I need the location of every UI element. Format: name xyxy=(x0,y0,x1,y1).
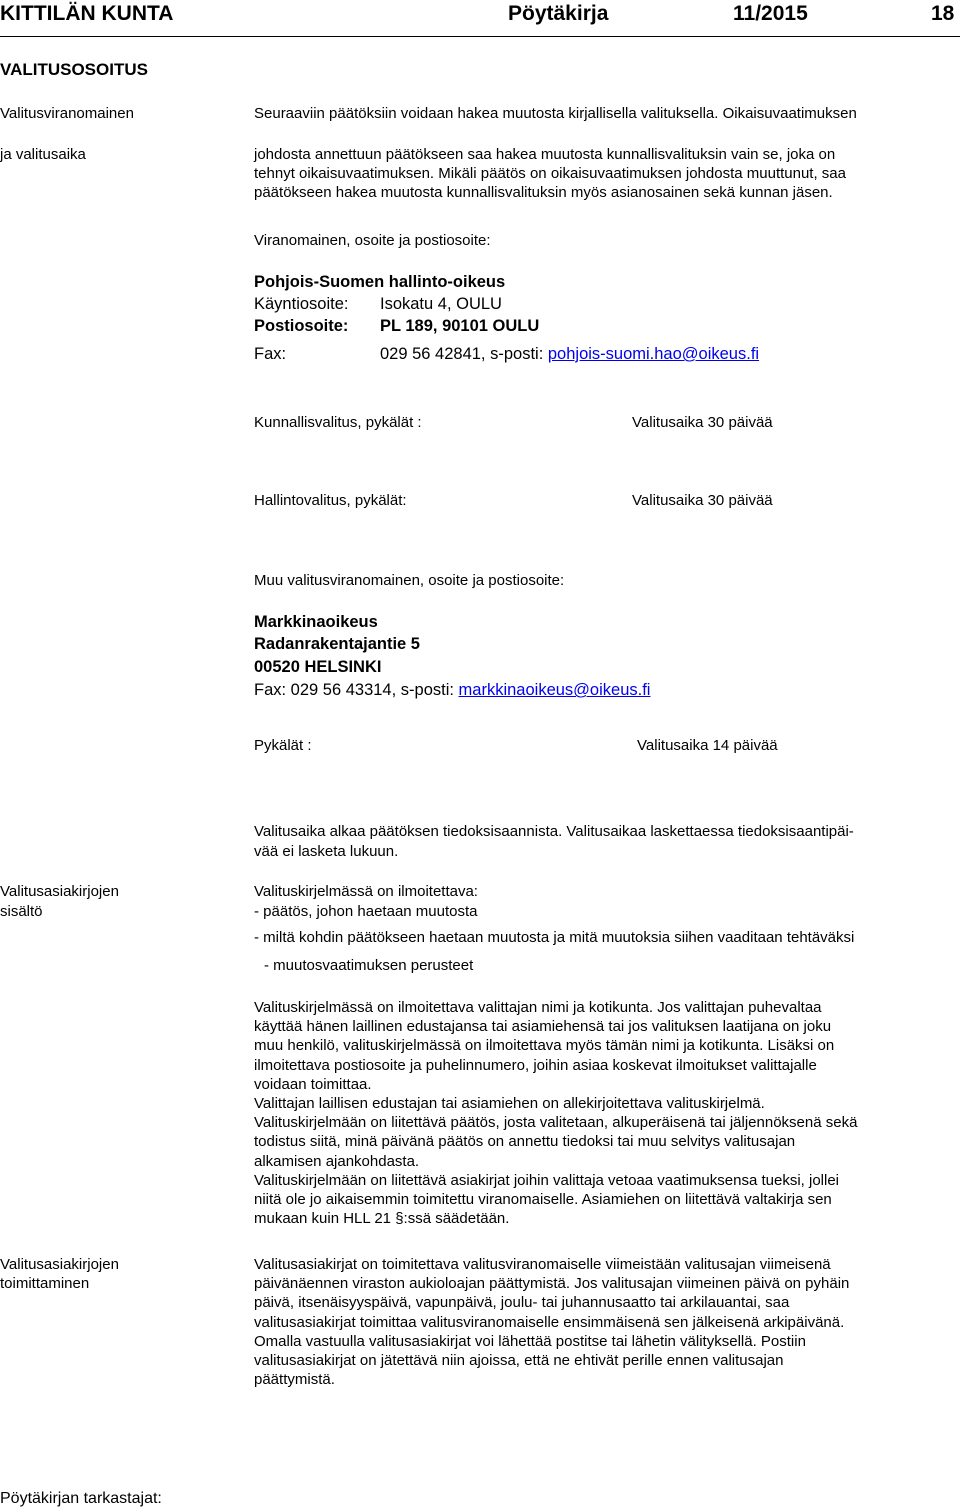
label-authority: Valitusviranomainen xyxy=(0,105,134,122)
label-docs-content: Valitusasiakirjojen xyxy=(0,883,119,900)
paragraph-line: päivä, itsenäisyyspäivä, vapunpäivä, joulu- tai juhannusaatto tai arkilauantai, saa xyxy=(254,1294,790,1312)
section-title: VALITUSOSOITUS xyxy=(0,60,148,79)
paragraph-line: ilmoitettava postiosoite ja puhelinnumero, joihin asiaa koskevat ilmoitukset valittajalle xyxy=(254,1056,817,1074)
authority-name: Pohjois-Suomen hallinto-oikeus xyxy=(254,273,506,291)
intro-line: Seuraaviin päätöksiin voidaan hakea muutosta kirjallisella valituksella. Oikaisuvaatimuksen xyxy=(254,105,857,122)
intro-line: tehnyt oikaisuvaatimuksen. Mikäli päätös on oikaisuvaatimuksen johdosta muuttunut, saa xyxy=(254,165,846,182)
contents-paragraph xyxy=(254,998,960,1228)
document-number: 11/2015 xyxy=(733,2,808,25)
other-appeal-period: Valitusaika 14 päivää xyxy=(637,737,778,754)
fax-number: 029 56 42841, s-posti: xyxy=(380,345,548,363)
contents-item: - miltä kohdin päätökseen haetaan muutosta ja mitä muutoksia siihen vaaditaan tehtäväksi xyxy=(254,929,855,946)
paragraph-line: valitusasiakirjat on jätettävä niin ajoissa, että ne ehtivät perille ennen valitusajan xyxy=(254,1352,784,1370)
period-note-line: Valitusaika alkaa päätöksen tiedoksisaannista. Valitusaikaa laskettaessa tiedoksisaantipäi- xyxy=(254,823,854,840)
paragraph-line: Valituskirjelmään on liitettävä päätös, josta valitetaan, alkuperäisenä tai jäljennöksenä sekä xyxy=(254,1114,858,1132)
paragraph-line: Valituskirjelmään on liitettävä asiakirjat joihin valittaja vetoaa vaatimuksensa tueksi, jollei xyxy=(254,1171,840,1189)
paragraph-line: alkamisen ajankohdasta. xyxy=(254,1152,420,1170)
fax-label: Fax: xyxy=(254,345,287,363)
authority-heading: Viranomainen, osoite ja postiosoite: xyxy=(254,232,491,249)
period-note-line: vää ei lasketa lukuun. xyxy=(254,843,399,860)
post-label: Postiosoite: xyxy=(254,317,349,335)
label-period: ja valitusaika xyxy=(0,146,86,163)
intro-line: päätökseen hakea muutosta kunnallisvalituksin myös asianosainen sekä kunnan jäsen. xyxy=(254,184,833,201)
intro-line: johdosta annettuun päätökseen saa hakea muutosta kunnallisvalituksin vain se, joka on xyxy=(254,146,836,163)
fax-line xyxy=(380,344,759,364)
email-link[interactable]: pohjois-suomi.hao@oikeus.fi xyxy=(547,345,760,363)
appeal-label: Kunnallisvalitus, pykälät : xyxy=(254,414,422,431)
paragraph-line: valitusasiakirjat toimittaa valitusviranomaiselle ensimmäisenä sen jälkeisenä arkipäivänä. xyxy=(254,1313,845,1331)
other-fax-line xyxy=(254,680,650,700)
paragraph-line: Omalla vastuulla valitusasiakirjat voi lähettää postitse tai lähetin välityksellä. Postiin xyxy=(254,1332,806,1350)
label-docs-delivery: Valitusasiakirjojen xyxy=(0,1256,119,1273)
paragraph-line: voidaan toimittaa. xyxy=(254,1075,372,1093)
appeal-period: Valitusaika 30 päivää xyxy=(632,414,773,431)
paragraph-line: päivänäennen viraston aukioloajan päättymistä. Jos valitusajan viimeinen päivä on pyhäin xyxy=(254,1275,850,1293)
other-authority-name: Markkinaoikeus xyxy=(254,613,378,631)
other-authority-heading: Muu valitusviranomainen, osoite ja postiosoite: xyxy=(254,572,565,589)
pykalat-label: Pykälät : xyxy=(254,737,312,754)
footer-reviewers: Pöytäkirjan tarkastajat: xyxy=(0,1490,162,1507)
other-authority-street: Radanrakentajantie 5 xyxy=(254,635,420,653)
visit-address: Isokatu 4, OULU xyxy=(380,295,502,313)
header-rule xyxy=(0,36,960,37)
appeal-period: Valitusaika 30 päivää xyxy=(632,492,773,509)
paragraph-line: Valituskirjelmässä on ilmoitettava valittajan nimi ja kotikunta. Jos valittajan puhevaltaa xyxy=(254,999,822,1016)
paragraph-line: muu henkilö, valituskirjelmässä on ilmoitettava myös tämän nimi ja kotikunta. Lisäksi on xyxy=(254,1037,835,1055)
label-docs-delivery: toimittaminen xyxy=(0,1275,90,1292)
paragraph-line: Valitusasiakirjat on toimitettava valitusviranomaiselle viimeistään valitusajan viimeisenä xyxy=(254,1256,831,1273)
other-fax-number: Fax: 029 56 43314, s-posti: xyxy=(254,681,459,699)
paragraph-line: niitä ole jo aikaisemmin toimitettu viranomaiselle. Asiamiehen on liitettävä valtakirja sen xyxy=(254,1191,832,1209)
post-address: PL 189, 90101 OULU xyxy=(380,317,540,335)
contents-item: - muutosvaatimuksen perusteet xyxy=(264,957,474,974)
delivery-paragraph xyxy=(254,1255,960,1389)
label-docs-content: sisältö xyxy=(0,903,43,920)
contents-item: - päätös, johon haetaan muutosta xyxy=(254,903,478,920)
paragraph-line: Valittajan laillisen edustajan tai asiamiehen on allekirjoitettava valituskirjelmä. xyxy=(254,1095,765,1113)
other-email-link[interactable]: markkinaoikeus@oikeus.fi xyxy=(458,681,651,699)
paragraph-line: käyttää hänen laillinen edustajansa tai asiamiehensä tai jos valituksen laatijana on joku xyxy=(254,1018,832,1036)
appeal-label: Hallintovalitus, pykälät: xyxy=(254,492,407,509)
paragraph-line: todistus siitä, minä päivänä päätös on annettu tiedoksi tai muu selvitys valitusajan xyxy=(254,1133,796,1151)
paragraph-line: mukaan kuin HLL 21 §:ssä säädetään. xyxy=(254,1210,510,1228)
paragraph-line: päättymistä. xyxy=(254,1371,335,1389)
contents-heading: Valituskirjelmässä on ilmoitettava: xyxy=(254,883,478,900)
document-type: Pöytäkirja xyxy=(508,2,609,25)
other-authority-city: 00520 HELSINKI xyxy=(254,658,382,676)
page-number: 18 xyxy=(931,2,955,25)
visit-label: Käyntiosoite: xyxy=(254,295,349,313)
municipality-name: KITTILÄN KUNTA xyxy=(0,2,174,25)
